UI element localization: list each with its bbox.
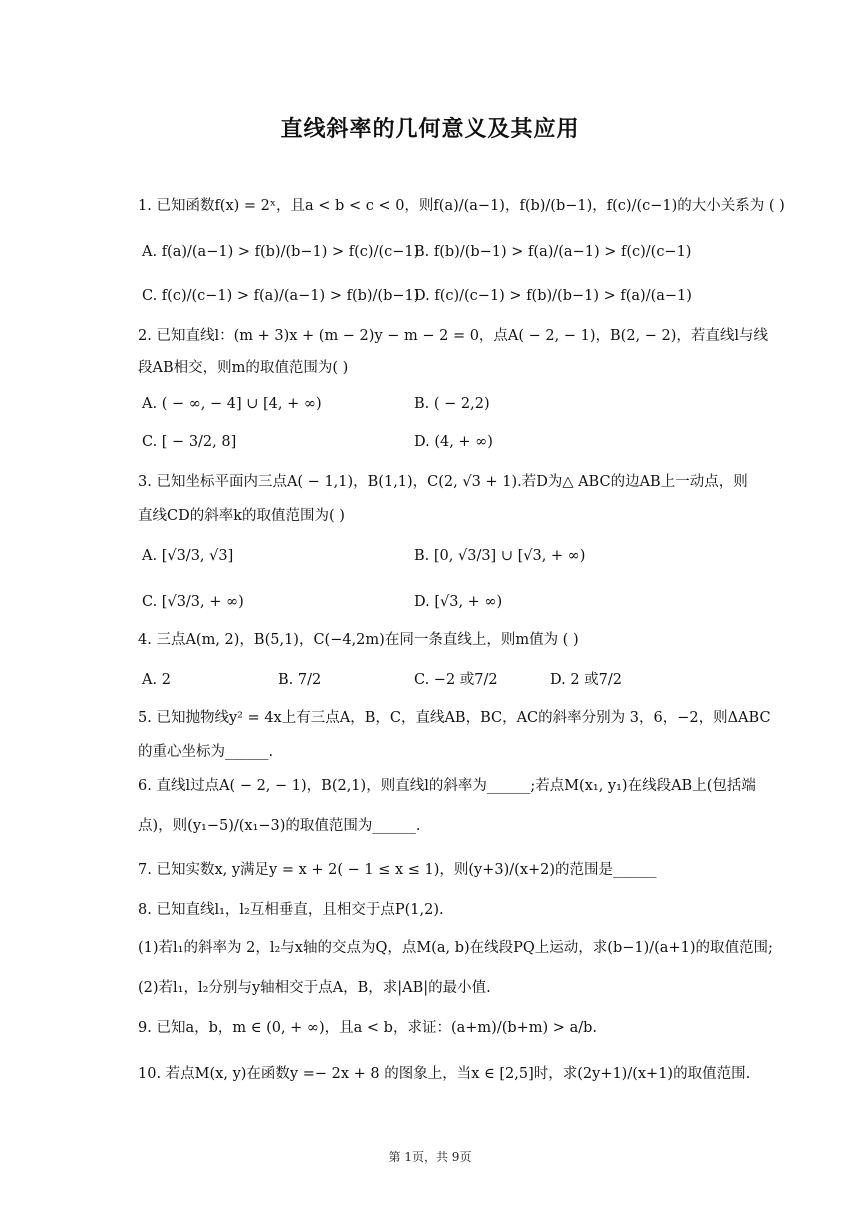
question-2-stem-line-2: 段AB相交，则m的取值范围为( ) (138, 360, 349, 376)
question-2-option-a: A. ( − ∞, − 4] ∪ [4, + ∞) (142, 396, 322, 412)
question-3-stem-line-2: 直线CD的斜率k的取值范围为( ) (138, 508, 345, 524)
question-2-option-b: B. ( − 2,2) (414, 396, 490, 412)
question-3-option-a: A. [√3/3, √3] (142, 548, 234, 564)
question-3-stem-line-1: 3. 已知坐标平面内三点A( − 1,1)，B(1,1)，C(2, √3 + 1).若D为△ ABC的边AB上一动点，则 (138, 474, 748, 490)
question-3-option-b: B. [0, √3/3] ∪ [√3, + ∞) (414, 548, 586, 564)
question-4-option-b: B. 7/2 (278, 672, 322, 688)
question-4-option-c: C. −2 或7/2 (414, 672, 498, 688)
question-1-option-b: B. f(b)/(b−1) > f(a)/(a−1) > f(c)/(c−1) (414, 244, 692, 260)
question-1-stem: 1. 已知函数f(x) = 2ˣ，且a < b < c < 0，则f(a)/(a−1)，f(b)/(b−1)，f(c)/(c−1)的大小关系为 ( ) (138, 198, 785, 214)
page-title: 直线斜率的几何意义及其应用 (280, 117, 580, 142)
question-10-stem: 10. 若点M(x, y)在函数y =− 2x + 8 的图象上，当x ∈ [2,5]时，求(2y+1)/(x+1)的取值范围. (138, 1066, 751, 1082)
question-2-option-d: D. (4, + ∞) (414, 434, 493, 450)
question-4-option-a: A. 2 (142, 672, 171, 688)
page-footer: 第 1页，共 9页 (388, 1150, 472, 1164)
question-3-option-c: C. [√3/3, + ∞) (142, 594, 244, 610)
question-3-option-d: D. [√3, + ∞) (414, 594, 503, 610)
question-1-option-c: C. f(c)/(c−1) > f(a)/(a−1) > f(b)/(b−1) (142, 288, 420, 304)
question-5-stem-line-2: 的重心坐标为______. (138, 744, 274, 760)
question-1-option-d: D. f(c)/(c−1) > f(b)/(b−1) > f(a)/(a−1) (414, 288, 692, 304)
question-6-stem-line-1: 6. 直线l过点A( − 2, − 1)，B(2,1)，则直线l的斜率为______;若点M(x₁, y₁)在线段AB上(包括端 (138, 778, 756, 794)
question-2-stem-line-1: 2. 已知直线l：(m + 3)x + (m − 2)y − m − 2 = 0，点A( − 2, − 1)，B(2, − 2)，若直线l与线 (138, 328, 769, 344)
question-8-part-2: (2)若l₁，l₂分别与y轴相交于点A，B，求|AB|的最小值. (138, 980, 491, 996)
question-6-stem-line-2: 点)，则(y₁−5)/(x₁−3)的取值范围为______. (138, 818, 421, 834)
question-7-stem: 7. 已知实数x, y满足y = x + 2( − 1 ≤ x ≤ 1)，则(y+3)/(x+2)的范围是______ (138, 862, 657, 878)
question-9-stem: 9. 已知a，b，m ∈ (0, + ∞)，且a < b，求证：(a+m)/(b+m) > a/b. (138, 1020, 597, 1036)
question-2-option-c: C. [ − 3/2, 8] (142, 434, 237, 450)
question-8-stem-line-1: 8. 已知直线l₁，l₂互相垂直，且相交于点P(1,2). (138, 902, 444, 918)
question-1-option-a: A. f(a)/(a−1) > f(b)/(b−1) > f(c)/(c−1) (142, 244, 420, 260)
question-4-stem: 4. 三点A(m, 2)，B(5,1)，C(−4,2m)在同一条直线上，则m值为 ( ) (138, 632, 579, 648)
question-4-option-d: D. 2 或7/2 (550, 672, 622, 688)
question-5-stem-line-1: 5. 已知抛物线y² = 4x上有三点A，B，C，直线AB，BC，AC的斜率分别为 3，6，−2，则ΔABC (138, 710, 771, 726)
question-8-part-1: (1)若l₁的斜率为 2，l₂与x轴的交点为Q，点M(a, b)在线段PQ上运动，求(b−1)/(a+1)的取值范围; (138, 940, 773, 956)
